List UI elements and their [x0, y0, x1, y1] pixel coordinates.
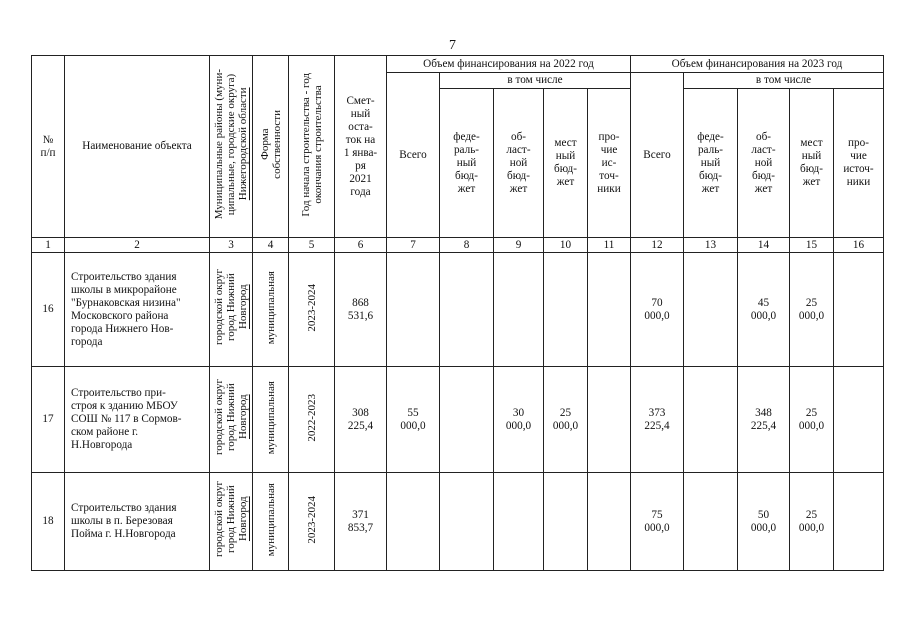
- cell-line: муниципальная: [264, 482, 277, 557]
- cell-line: города Нижнего Нов-: [71, 322, 174, 335]
- cell-line: Новгород: [237, 285, 249, 330]
- cell-line: 50: [757, 508, 770, 521]
- cell-line: 000,0: [644, 521, 670, 534]
- row-number: 16: [32, 253, 65, 367]
- column-number: 1: [32, 238, 65, 253]
- header-num: № п/п: [32, 56, 65, 238]
- amount-v7: [387, 367, 440, 473]
- cell-line: 25: [805, 406, 818, 419]
- cell-line: 225,4: [347, 419, 374, 432]
- cell-line: город Нижний: [225, 485, 237, 554]
- header-regional-2022: об- ласт- ной бюд- жет: [494, 89, 544, 238]
- amount-v15: [790, 473, 834, 571]
- cell-line: 868: [352, 296, 369, 309]
- header-estimate: Смет- ный оста- ток на 1 янва- ря 2021 года: [335, 56, 387, 238]
- cell-line: Московского района: [71, 309, 169, 322]
- cell-line: 000,0: [644, 309, 670, 322]
- cell-line: 25: [805, 296, 818, 309]
- cell-line: 225,4: [750, 419, 777, 432]
- column-number: 13: [684, 238, 738, 253]
- header-federal-2022: феде- раль- ный бюд- жет: [440, 89, 494, 238]
- table-row: [32, 473, 884, 571]
- cell-line: 308: [352, 406, 369, 419]
- cell-line: муниципальная: [264, 270, 277, 345]
- cell-line: 000,0: [798, 521, 825, 534]
- amount-v16: [834, 253, 884, 367]
- cell-line: 000,0: [798, 309, 825, 322]
- table-row: [32, 367, 884, 473]
- column-number: 12: [631, 238, 684, 253]
- cell-line: 70: [651, 296, 663, 309]
- ownership: [253, 367, 289, 473]
- construction-years: [289, 253, 335, 367]
- estimate-remainder: [335, 367, 387, 473]
- column-number: 16: [834, 238, 884, 253]
- estimate-remainder: [335, 473, 387, 571]
- header-other-2023: про- чие источ- ники: [834, 89, 884, 238]
- cell-line: Строительство здания: [71, 502, 177, 514]
- cell-line: 531,6: [347, 309, 374, 322]
- cell-line: Н.Новгорода: [71, 439, 133, 451]
- cell-line: СОШ № 117 в Сормов-: [71, 413, 182, 425]
- estimate-remainder: [335, 253, 387, 367]
- cell-line: 30: [512, 406, 525, 419]
- financing-table: [31, 55, 884, 571]
- column-number: 4: [253, 238, 289, 253]
- cell-line: город Нижний: [225, 383, 237, 452]
- column-number: 7: [387, 238, 440, 253]
- ownership: [253, 473, 289, 571]
- amount-v16: [834, 367, 884, 473]
- header-other-2022: про- чие ис- точ- ники: [588, 89, 631, 238]
- header-local-2023: мест ный бюд- жет: [790, 89, 834, 238]
- table-row: [32, 253, 884, 367]
- cell-line: городской округ: [213, 379, 225, 456]
- cell-line: Новгород: [237, 497, 249, 542]
- header-name: Наименование объекта: [65, 56, 210, 238]
- amount-v15: [790, 367, 834, 473]
- cell-line: муниципальная: [264, 380, 277, 455]
- page-number: 7: [449, 38, 456, 53]
- cell-line: Пойма г. Н.Новгорода: [71, 528, 176, 540]
- amount-v11: [588, 473, 631, 571]
- header-federal-2023: феде- раль- ный бюд- жет: [684, 89, 738, 238]
- amount-v13: [684, 473, 738, 571]
- cell-line: Строительство здания: [71, 270, 177, 283]
- cell-line: 000,0: [400, 419, 426, 432]
- cell-line: городской округ: [213, 481, 225, 558]
- cell-line: 2023-2024: [305, 495, 318, 544]
- row-number: 18: [32, 473, 65, 571]
- amount-v16: [834, 473, 884, 571]
- cell-line: город Нижний: [225, 273, 237, 342]
- amount-v11: [588, 253, 631, 367]
- cell-line: 45: [757, 296, 770, 309]
- header-fin-2023: Объем финансирования на 2023 год: [631, 56, 884, 73]
- cell-line: 853,7: [347, 521, 374, 534]
- cell-line: 25: [805, 508, 818, 521]
- cell-line: города: [71, 335, 103, 348]
- amount-v10: [544, 253, 588, 367]
- cell-line: 373: [648, 406, 666, 419]
- cell-line: Строительство при-: [71, 387, 166, 399]
- cell-line: 000,0: [750, 521, 777, 534]
- amount-v12: [631, 367, 684, 473]
- column-number: 3: [210, 238, 253, 253]
- object-name: [65, 367, 210, 473]
- district: [210, 253, 253, 367]
- cell-line: 75: [651, 508, 663, 521]
- column-number: 9: [494, 238, 544, 253]
- amount-v7: [387, 253, 440, 367]
- cell-line: 000,0: [505, 419, 532, 432]
- cell-line: ском районе г.: [71, 426, 139, 438]
- amount-v7: [387, 473, 440, 571]
- header-total-2022: Всего: [387, 73, 440, 238]
- amount-v9: [494, 253, 544, 367]
- ownership: [253, 253, 289, 367]
- amount-v9: [494, 367, 544, 473]
- object-name: [65, 473, 210, 571]
- cell-line: 348: [755, 406, 772, 419]
- amount-v9: [494, 473, 544, 571]
- amount-v14: [738, 367, 790, 473]
- cell-line: 225,4: [644, 419, 670, 432]
- amount-v12: [631, 253, 684, 367]
- column-number: 11: [588, 238, 631, 253]
- amount-v12: [631, 473, 684, 571]
- cell-line: городской округ: [213, 269, 225, 346]
- column-number: 10: [544, 238, 588, 253]
- header-including-2023: в том числе: [684, 73, 884, 89]
- header-years: Год начала строительства - год окончания строительства: [289, 56, 335, 238]
- amount-v10: [544, 473, 588, 571]
- cell-line: 55: [407, 406, 419, 419]
- cell-line: 2023-2024: [305, 283, 318, 332]
- cell-line: школы в микрорайоне: [71, 283, 177, 296]
- header-local-2022: мест ный бюд- жет: [544, 89, 588, 238]
- header-fin-2022: Объем финансирования на 2022 год: [387, 56, 631, 73]
- header-total-2023: Всего: [631, 73, 684, 238]
- header-including-2022: в том числе: [440, 73, 631, 89]
- cell-line: 2022-2023: [305, 393, 318, 442]
- column-number: 8: [440, 238, 494, 253]
- cell-line: "Бурнаковская низина": [71, 296, 181, 309]
- cell-line: 000,0: [798, 419, 825, 432]
- amount-v14: [738, 253, 790, 367]
- cell-line: Новгород: [237, 395, 249, 440]
- district: [210, 367, 253, 473]
- table-body: [32, 253, 884, 571]
- amount-v10: [544, 367, 588, 473]
- cell-line: 000,0: [750, 309, 777, 322]
- cell-line: 371: [352, 508, 369, 521]
- column-number: 14: [738, 238, 790, 253]
- header-district: Муниципальные районы (муни- ципальные, городские округа) Нижегородской области: [210, 56, 253, 238]
- amount-v15: [790, 253, 834, 367]
- column-number: 2: [65, 238, 210, 253]
- header-ownership: Форма собственности: [253, 56, 289, 238]
- header-regional-2023: об- ласт- ной бюд- жет: [738, 89, 790, 238]
- district: [210, 473, 253, 571]
- construction-years: [289, 367, 335, 473]
- amount-v8: [440, 473, 494, 571]
- row-number: 17: [32, 367, 65, 473]
- amount-v14: [738, 473, 790, 571]
- amount-v13: [684, 253, 738, 367]
- column-number: 15: [790, 238, 834, 253]
- cell-line: 000,0: [552, 419, 579, 432]
- column-number-row: [32, 238, 884, 253]
- column-number: 5: [289, 238, 335, 253]
- amount-v11: [588, 367, 631, 473]
- cell-line: строя к зданию МБОУ: [71, 400, 178, 412]
- amount-v13: [684, 367, 738, 473]
- cell-line: 25: [559, 406, 572, 419]
- cell-line: школы в п. Березовая: [71, 515, 173, 527]
- column-number: 6: [335, 238, 387, 253]
- amount-v8: [440, 253, 494, 367]
- construction-years: [289, 473, 335, 571]
- object-name: [65, 253, 210, 367]
- amount-v8: [440, 367, 494, 473]
